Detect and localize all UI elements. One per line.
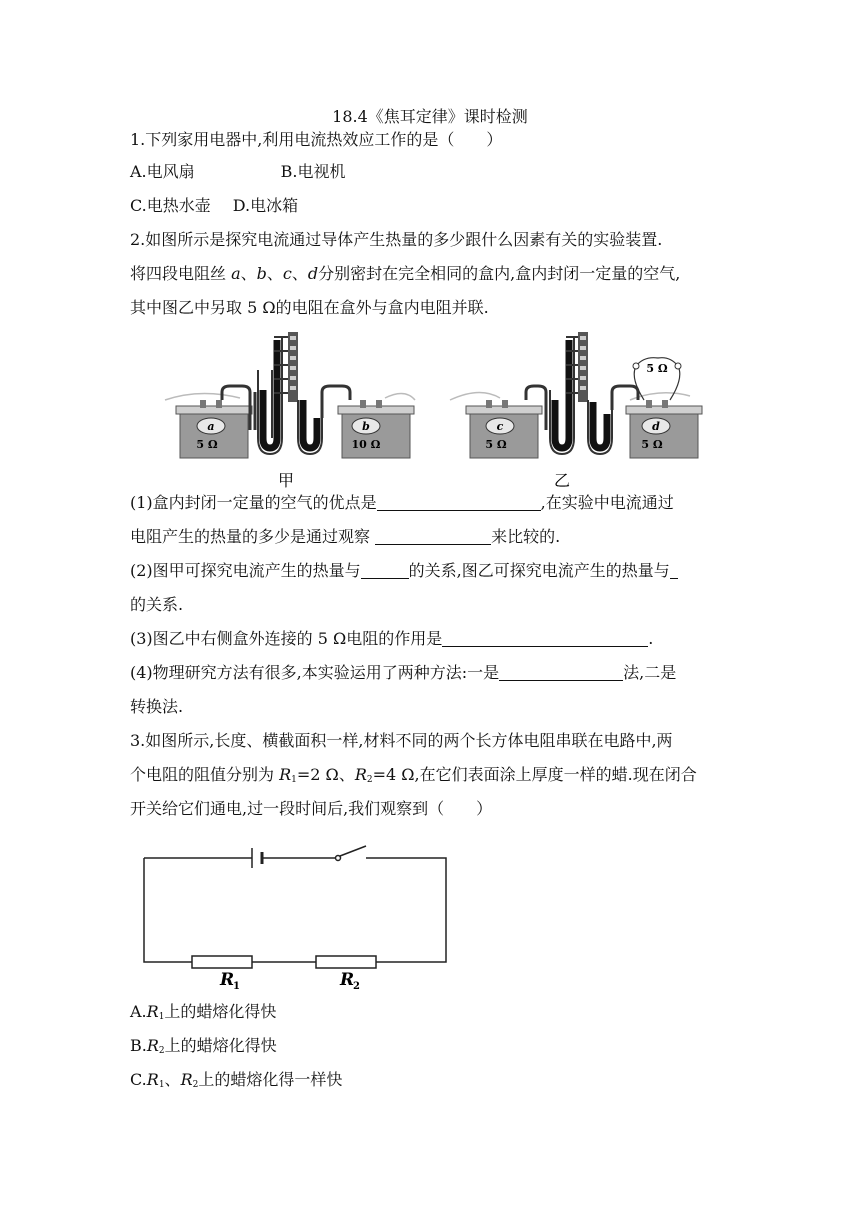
option-c-text: 上的蜡熔化得一样快 xyxy=(198,1070,343,1089)
box-d-resistance: 5 Ω xyxy=(641,438,663,451)
q2-sub3-text: (3)图乙中右侧盒外连接的 5 Ω电阻的作用是 xyxy=(130,629,443,648)
q2-sub1-line1 xyxy=(130,492,674,514)
option-b-text: 上的蜡熔化得快 xyxy=(164,1036,277,1055)
q2-text: 分别密封在完全相同的盒内,盒内封闭一定量的空气, xyxy=(318,264,681,283)
q2-sep: 、 xyxy=(291,264,308,283)
q3-text: 个电阻的阻值分别为 xyxy=(130,765,280,784)
question-1-options-row2 xyxy=(130,195,298,217)
r1-symbol: R xyxy=(279,765,292,784)
wire-b-label: b xyxy=(256,264,267,283)
box-c xyxy=(466,400,542,458)
box-c-label: c xyxy=(496,420,504,433)
resistor-r2 xyxy=(316,956,376,968)
manometer-yi xyxy=(550,332,612,454)
question-2-line3: 其中图乙中另取 5 Ω的电阻在盒外与盒内电阻并联. xyxy=(130,298,489,317)
manometer-jia xyxy=(258,332,322,454)
question-2-line2 xyxy=(130,263,680,285)
option-b-sub: 2 xyxy=(158,1046,165,1056)
figure-label-jia: 甲 xyxy=(277,471,295,490)
q2-sep: 、 xyxy=(266,264,283,283)
option-c-sub: 2 xyxy=(192,1080,199,1090)
resistor-r1 xyxy=(192,956,252,968)
question-3-line3: 开关给它们通电,过一段时间后,我们观察到（ ） xyxy=(130,799,493,818)
answer-blank[interactable] xyxy=(442,630,648,647)
answer-blank[interactable] xyxy=(670,562,678,579)
q2-sub1-text: 来比较的. xyxy=(491,527,561,546)
box-b-resistance: 10 Ω xyxy=(351,438,381,451)
q2-sub1-text: (1)盒内封闭一定量的空气的优点是 xyxy=(130,493,377,512)
q2-sub1-text: ,在实验中电流通过 xyxy=(540,493,674,512)
option-b: B.电视机 xyxy=(280,162,346,181)
q2-sub2-text: 的关系,图乙可探究电流产生的热量与 xyxy=(408,561,670,580)
box-d-label: d xyxy=(652,420,660,433)
question-3-line2 xyxy=(130,764,697,791)
q3-option-c xyxy=(130,1069,342,1096)
option-c: C.电热水壶 xyxy=(130,196,211,215)
q2-sub4-line2: 转换法. xyxy=(130,697,184,716)
option-a-sub: 1 xyxy=(158,1012,165,1022)
external-resistor-label: 5 Ω xyxy=(646,362,668,375)
q2-sub2-text: (2)图甲可探究电流产生的热量与 xyxy=(130,561,361,580)
battery-icon xyxy=(252,848,262,868)
r1-subscript: 1 xyxy=(291,775,297,785)
option-d: D.电冰箱 xyxy=(232,196,299,215)
box-b xyxy=(338,400,414,458)
r2-symbol: R xyxy=(354,765,367,784)
r1-label: R xyxy=(220,970,235,990)
answer-blank[interactable] xyxy=(375,528,491,545)
box-c-resistance: 5 Ω xyxy=(485,438,507,451)
q2-sub2-line1 xyxy=(130,560,678,582)
r2-label-sub: 2 xyxy=(353,981,360,992)
wire-c-label: c xyxy=(282,264,292,283)
box-b-label: b xyxy=(362,420,370,433)
wire-a-label: a xyxy=(231,264,241,283)
option-a-text: 上的蜡熔化得快 xyxy=(164,1002,277,1021)
answer-blank[interactable] xyxy=(499,664,623,681)
q2-text: 将四段电阻丝 xyxy=(130,264,232,283)
q2-sub3 xyxy=(130,628,653,650)
option-a-prefix: A. xyxy=(130,1002,147,1021)
question-1-stem: 1.下列家用电器中,利用电流热效应工作的是（ ） xyxy=(130,130,503,149)
answer-blank[interactable] xyxy=(377,494,541,511)
wire-d-label: d xyxy=(307,264,319,283)
option-c-sub: 1 xyxy=(158,1080,165,1090)
option-a: A.电风扇 xyxy=(130,162,195,181)
box-d xyxy=(626,400,702,458)
answer-blank[interactable] xyxy=(361,562,409,579)
q2-sub4-line1 xyxy=(130,662,676,684)
series-circuit-figure xyxy=(140,842,452,992)
option-c-symbol: R xyxy=(146,1070,159,1089)
option-c-prefix: C. xyxy=(130,1070,147,1089)
q2-sub3-text: . xyxy=(648,629,654,648)
option-a-symbol: R xyxy=(146,1002,159,1021)
q2-sub4-text: 法,二是 xyxy=(623,663,677,682)
q2-sub4-text: (4)物理研究方法有很多,本实验运用了两种方法:一是 xyxy=(130,663,500,682)
option-c-symbol: R xyxy=(180,1070,193,1089)
q3-option-a xyxy=(130,1001,276,1028)
option-c-sep: 、 xyxy=(164,1070,181,1089)
q3-option-b xyxy=(130,1035,277,1062)
joule-apparatus-figure xyxy=(160,330,720,490)
box-a xyxy=(176,400,252,458)
q2-sub1-line2 xyxy=(130,526,560,548)
question-3-line1: 3.如图所示,长度、横截面积一样,材料不同的两个长方体电阻串联在电路中,两 xyxy=(130,731,673,750)
r2-value: =4 Ω,在它们表面涂上厚度一样的蜡.现在闭合 xyxy=(372,765,697,784)
switch-icon xyxy=(336,846,367,861)
r2-label: R xyxy=(340,970,355,990)
r1-label-sub: 1 xyxy=(233,981,240,992)
question-2-line1: 2.如图所示是探究电流通过导体产生热量的多少跟什么因素有关的实验装置. xyxy=(130,230,663,249)
box-a-label: a xyxy=(207,420,215,433)
r2-subscript: 2 xyxy=(366,775,373,785)
r1-value: =2 Ω、 xyxy=(296,765,355,784)
q2-sub2-line2: 的关系. xyxy=(130,595,184,614)
question-1-options-row1 xyxy=(130,161,346,183)
q2-sep: 、 xyxy=(240,264,257,283)
page-title: 18.4《焦耳定律》课时检测 xyxy=(332,107,528,126)
q2-sub1-text: 电阻产生的热量的多少是通过观察 xyxy=(130,527,376,546)
option-b-prefix: B. xyxy=(130,1036,147,1055)
option-b-symbol: R xyxy=(146,1036,159,1055)
box-a-resistance: 5 Ω xyxy=(196,438,218,451)
figure-label-yi: 乙 xyxy=(553,471,571,490)
